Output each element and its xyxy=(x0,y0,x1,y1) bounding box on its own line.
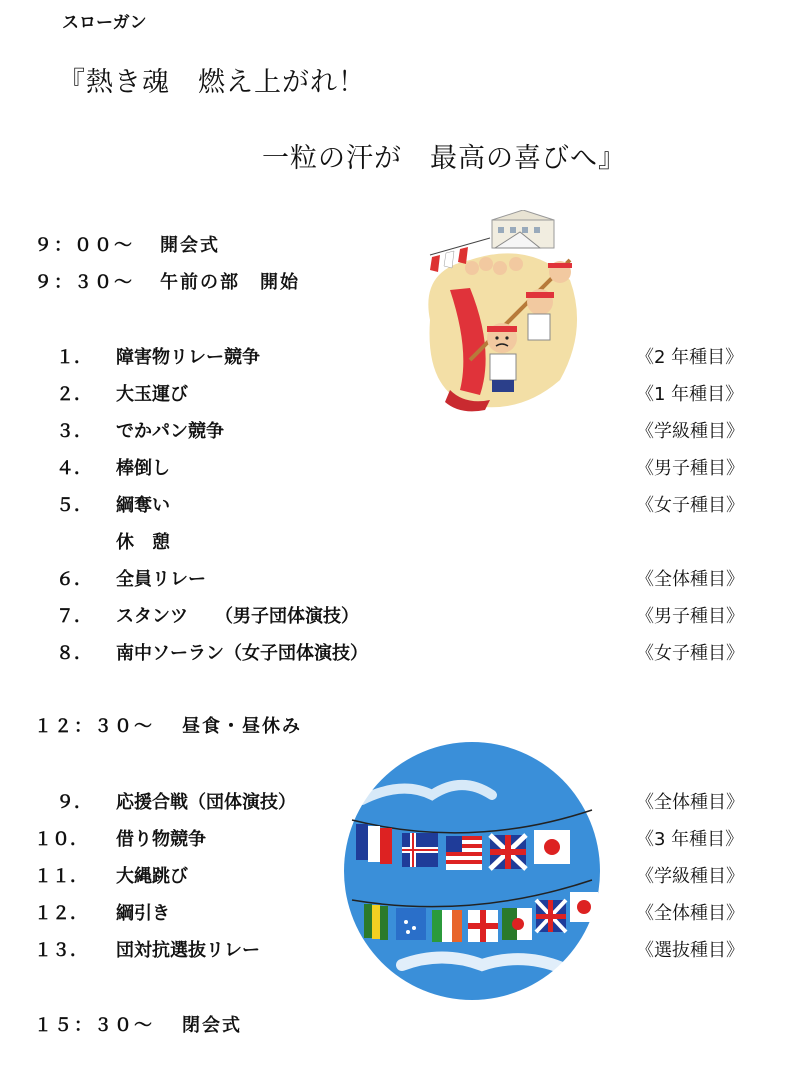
event-row xyxy=(0,380,804,406)
slogan-label: スローガン xyxy=(62,13,147,33)
event-number: ８． xyxy=(56,643,92,664)
event-name: 応援合戦（団体演技） xyxy=(116,792,296,813)
event-category: 《女子種目》 xyxy=(636,495,744,516)
event-name: でかパン競争 xyxy=(116,421,224,442)
event-number: ３． xyxy=(56,421,92,442)
slogan-line-2: 一粒の汗が 最高の喜びへ』 xyxy=(262,143,626,174)
event-row xyxy=(0,602,804,628)
event-number: ６． xyxy=(56,569,92,590)
event-name: 綱引き xyxy=(116,903,170,924)
event-row xyxy=(0,565,804,591)
schedule-opening xyxy=(34,231,334,257)
event-name: 大縄跳び xyxy=(116,866,188,887)
event-category: 《1 年種目》 xyxy=(636,384,744,405)
event-category: 《選抜種目》 xyxy=(636,940,744,961)
schedule-lunch xyxy=(34,712,374,738)
event-category: 《女子種目》 xyxy=(636,643,744,664)
event-category: 《学級種目》 xyxy=(636,421,744,442)
flags-illustration xyxy=(342,740,602,1002)
event-row-break xyxy=(0,528,804,554)
event-name: 全員リレー xyxy=(116,569,206,590)
event-name: 借り物競争 xyxy=(116,829,206,850)
event-number: １２． xyxy=(34,903,88,924)
event-row xyxy=(0,639,804,665)
schedule-time: ９：００～ xyxy=(34,235,134,256)
schedule-morning-start xyxy=(34,268,354,294)
event-category: 《学級種目》 xyxy=(636,866,744,887)
tug-of-war-illustration xyxy=(410,210,590,420)
event-number: ２． xyxy=(56,384,92,405)
event-number: １． xyxy=(56,347,92,368)
event-name: 南中ソーラン（女子団体演技） xyxy=(116,643,368,664)
event-category: 《全体種目》 xyxy=(636,792,744,813)
event-row xyxy=(0,417,804,443)
event-number: ５． xyxy=(56,495,92,516)
schedule-label: 開会式 xyxy=(160,235,220,256)
event-name: 棒倒し xyxy=(116,458,170,479)
schedule-label: 昼食・昼休み xyxy=(182,716,302,737)
event-row xyxy=(0,454,804,480)
schedule-label: 午前の部 開始 xyxy=(160,272,300,293)
event-number: １１． xyxy=(34,866,88,887)
schedule-time: １２：３０～ xyxy=(34,716,154,737)
event-row xyxy=(0,343,804,369)
event-row xyxy=(0,491,804,517)
event-category: 《男子種目》 xyxy=(636,606,744,627)
schedule-label: 閉会式 xyxy=(182,1015,242,1036)
event-number: ９． xyxy=(56,792,92,813)
event-category: 《3 年種目》 xyxy=(636,829,744,850)
schedule-closing xyxy=(34,1011,354,1037)
event-number: １３． xyxy=(34,940,88,961)
event-category: 《2 年種目》 xyxy=(636,347,744,368)
event-name: スタンツ （男子団体演技） xyxy=(116,606,359,627)
event-name: 大玉運び xyxy=(116,384,188,405)
event-number: ７． xyxy=(56,606,92,627)
event-name: 綱奪い xyxy=(116,495,170,516)
event-category: 《全体種目》 xyxy=(636,903,744,924)
event-name: 団対抗選抜リレー xyxy=(116,940,260,961)
event-number: １０． xyxy=(34,829,88,850)
schedule-time: １５：３０～ xyxy=(34,1015,154,1036)
event-name: 障害物リレー競争 xyxy=(116,347,260,368)
event-category: 《男子種目》 xyxy=(636,458,744,479)
event-name: 休 憩 xyxy=(116,532,170,553)
event-category: 《全体種目》 xyxy=(636,569,744,590)
schedule-time: ９：３０～ xyxy=(34,272,134,293)
slogan-line-1: 『熱き魂 燃え上がれ！ xyxy=(58,67,366,98)
event-number: ４． xyxy=(56,458,92,479)
